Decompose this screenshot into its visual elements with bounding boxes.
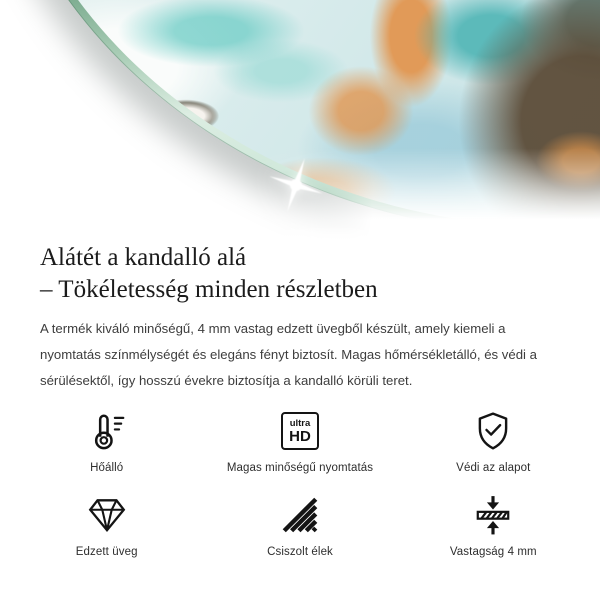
thermometer-icon — [86, 408, 128, 454]
product-image — [0, 0, 600, 240]
feature-label: Edzett üveg — [75, 546, 138, 558]
features-grid — [10, 408, 590, 558]
diamond-icon — [86, 492, 128, 538]
page-title-line2: – Tökéletesség minden részletben — [40, 276, 378, 303]
product-description: A termék kiváló minőségű, 4 mm vastag edzett üvegből készült, amely kiemeli a nyomtatás színmélységét és elegáns fényt biztosít. Magas hőmérsékletálló, és védi a sérülésektől, így hosszú évekre biztosítja a kandalló körüli teret. — [40, 321, 537, 388]
page-title-line1: Alátét a kandalló alá — [40, 244, 247, 271]
feature-high-quality-print — [203, 408, 396, 474]
feature-tempered-glass — [10, 492, 203, 558]
feature-label: Csiszolt élek — [267, 546, 333, 558]
polished-edges-icon — [279, 492, 321, 538]
feature-label: Vastagság 4 mm — [449, 546, 537, 558]
feature-label: Magas minőségű nyomtatás — [226, 462, 374, 474]
ultra-hd-text-top: ultra — [289, 417, 311, 429]
shield-check-icon — [472, 408, 514, 454]
page-title — [40, 242, 560, 306]
feature-heat-resistant — [10, 408, 203, 474]
ultra-hd-icon — [281, 408, 319, 454]
ultra-hd-text-bottom: HD — [289, 427, 311, 445]
sparkle-glint-icon — [264, 153, 328, 217]
product-info-section — [0, 242, 600, 558]
thickness-icon — [472, 492, 514, 538]
feature-label: Védi az alapot — [456, 462, 531, 474]
ultra-hd-box — [281, 412, 319, 450]
feature-polished-edges — [203, 492, 396, 558]
feature-label: Hőálló — [90, 462, 124, 474]
feature-protects-base — [397, 408, 590, 474]
feature-thickness — [397, 492, 590, 558]
